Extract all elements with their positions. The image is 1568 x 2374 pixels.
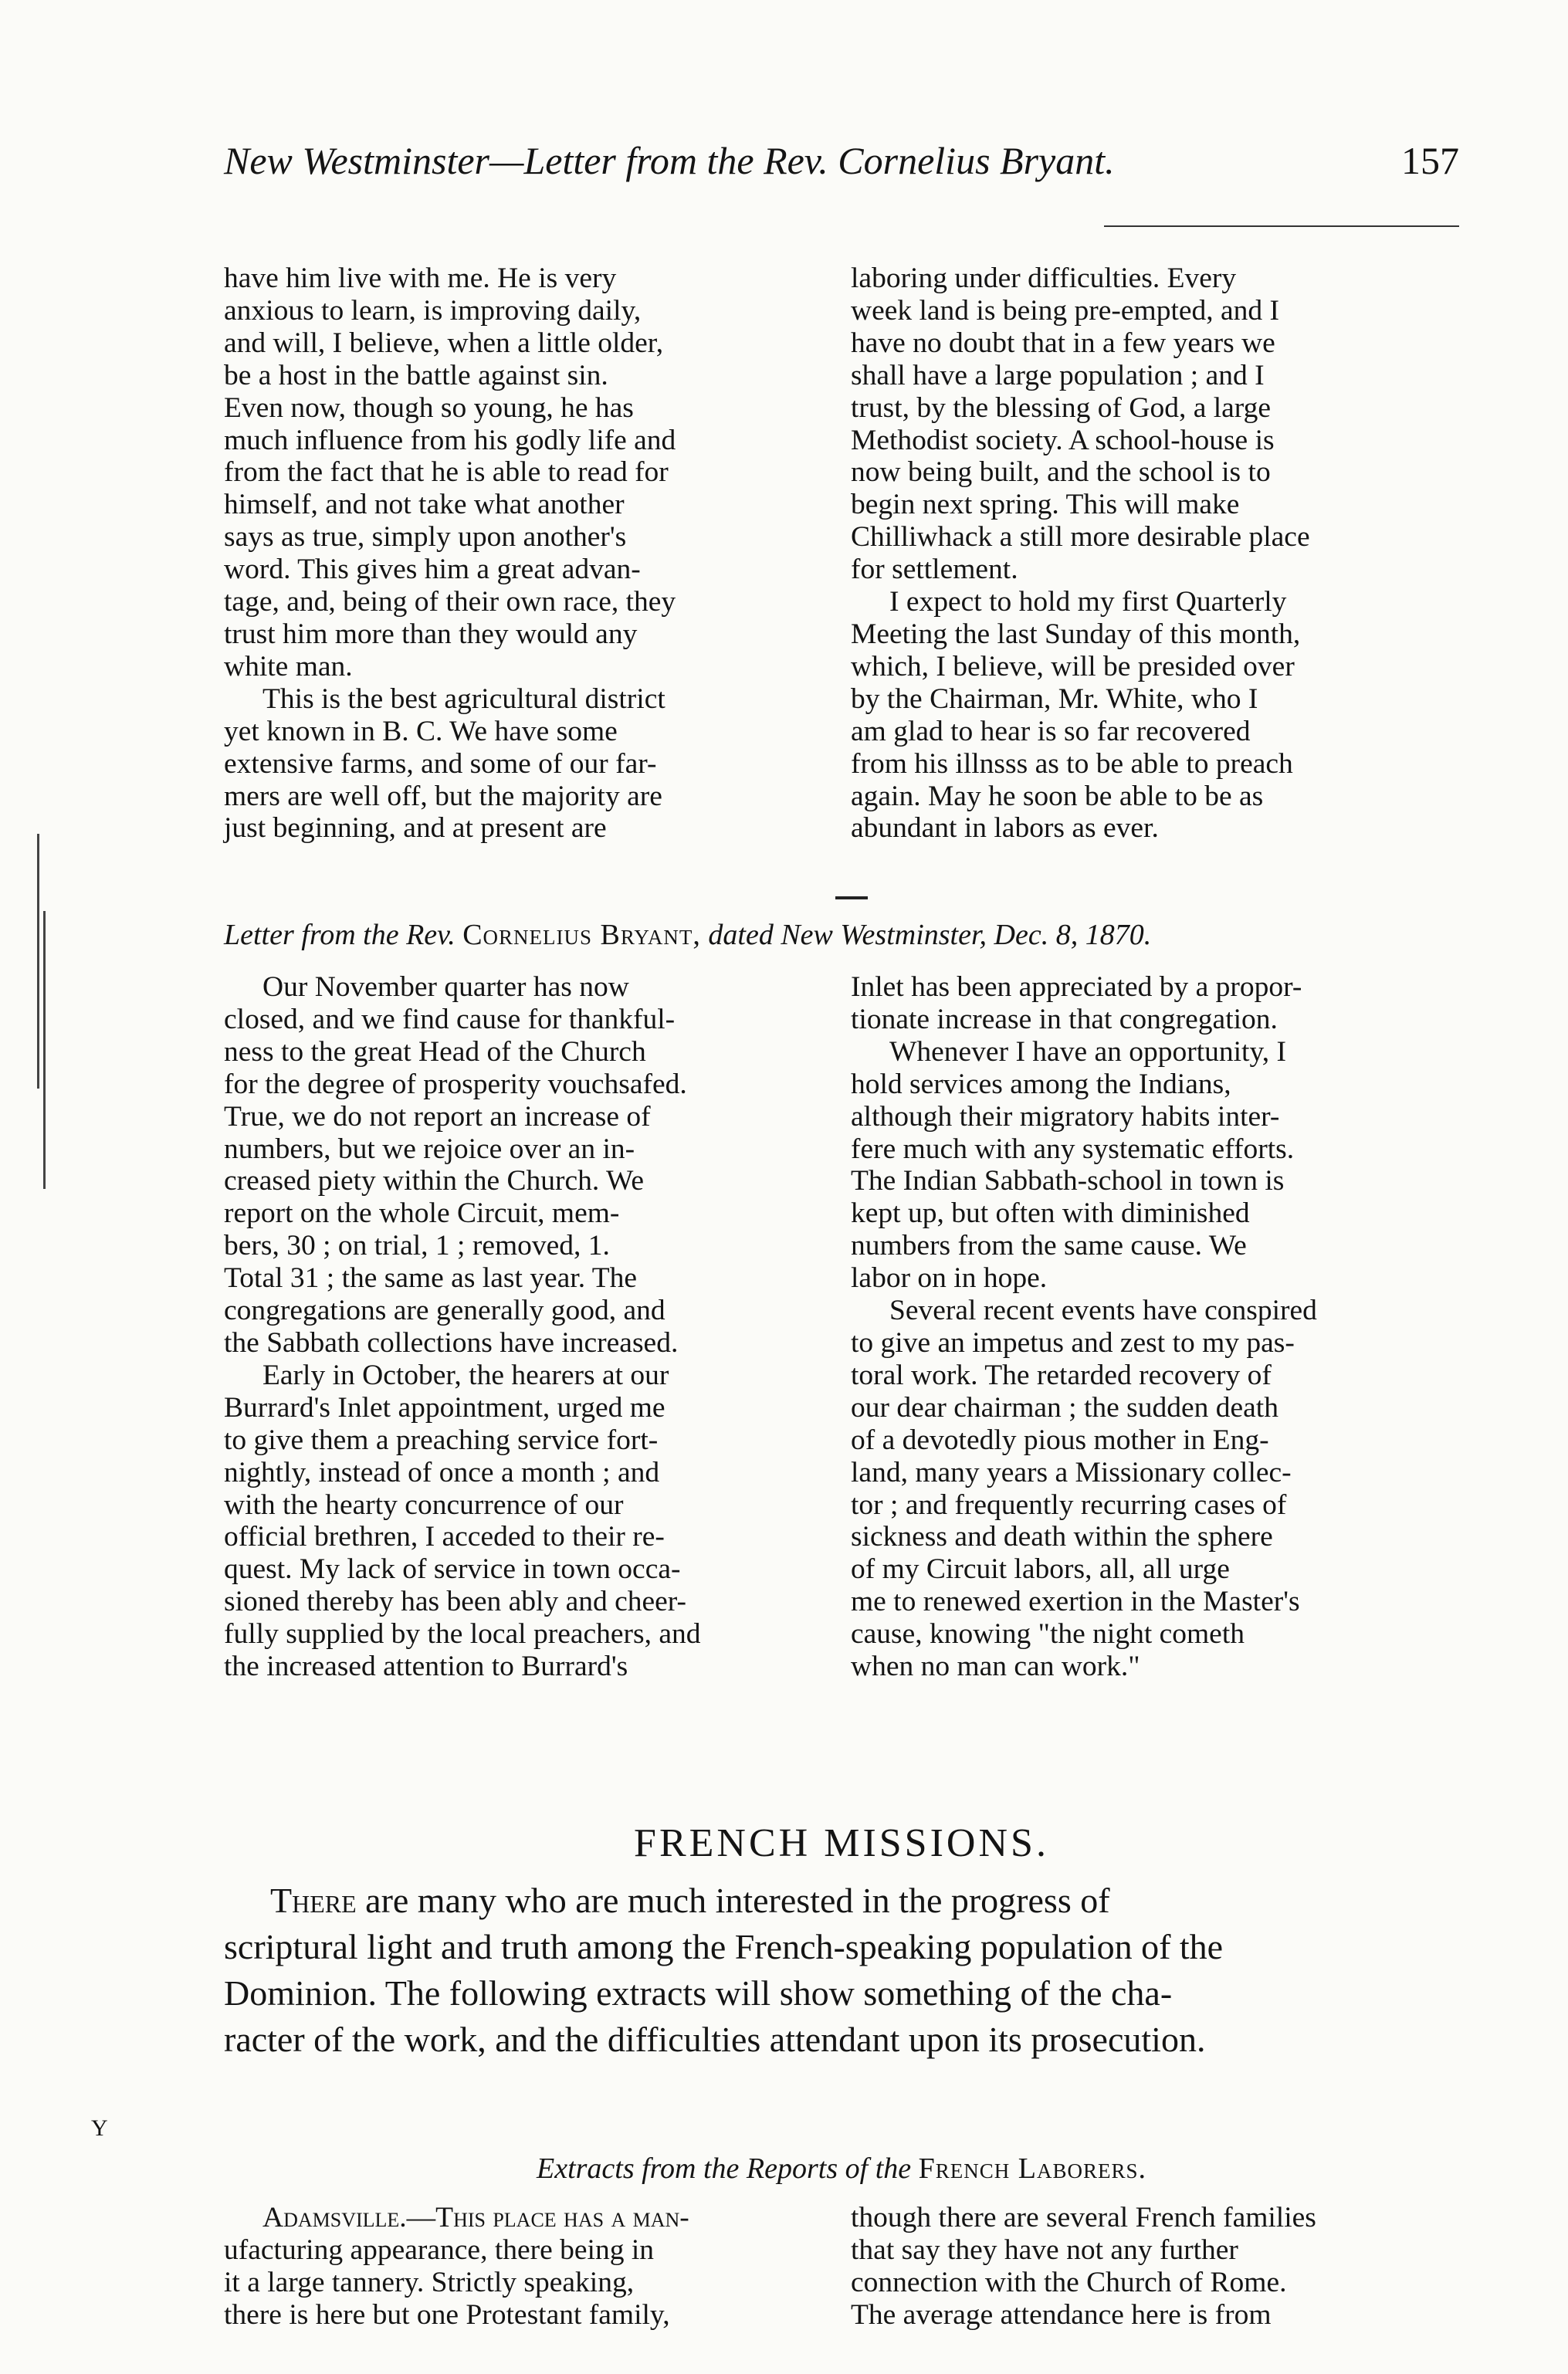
text-line: tage, and, being of their own race, they bbox=[224, 586, 676, 618]
letter-heading-name: Cornelius Bryant, bbox=[462, 919, 701, 951]
text-line: for the degree of prosperity vouchsafed. bbox=[224, 1068, 687, 1100]
text-line: much influence from his godly life and bbox=[224, 424, 676, 456]
header-rule bbox=[1104, 225, 1459, 227]
running-head-title: New Westminster—Letter from the Rev. Cornelius Bryant. bbox=[224, 139, 1115, 182]
text-line: numbers from the same cause. We bbox=[851, 1230, 1247, 1262]
text-line: True, we do not report an increase of bbox=[224, 1100, 651, 1133]
intro-line-1-rest: are many who are much interested in the progress of bbox=[356, 1881, 1110, 1920]
section-title: FRENCH MISSIONS. bbox=[634, 1821, 1049, 1865]
text-line: fully supplied by the local preachers, and bbox=[224, 1618, 701, 1651]
text-line: our dear chairman ; the sudden death bbox=[851, 1391, 1278, 1424]
text-line: week land is being pre-empted, and I bbox=[851, 294, 1280, 327]
text-line: Meeting the last Sunday of this month, bbox=[851, 618, 1301, 650]
text-line: shall have a large population ; and I bbox=[851, 359, 1265, 391]
letter-heading-suffix: dated New Westminster, Dec. 8, 1870. bbox=[708, 919, 1152, 951]
text-line: bers, 30 ; on trial, 1 ; removed, 1. bbox=[224, 1230, 610, 1262]
text-line: trust, by the blessing of God, a large bbox=[851, 391, 1272, 424]
top-right-column bbox=[851, 262, 1461, 845]
text-line: creased piety within the Church. We bbox=[224, 1165, 645, 1197]
text-line: Whenever I have an opportunity, I bbox=[889, 1035, 1287, 1068]
section-divider bbox=[835, 896, 868, 899]
text-line: and will, I believe, when a little older, bbox=[224, 327, 664, 359]
text-line: sickness and death within the sphere bbox=[851, 1521, 1273, 1553]
text-line: Our November quarter has now bbox=[262, 971, 629, 1003]
text-line: yet known in B. C. We have some bbox=[224, 715, 618, 747]
text-line: tor ; and frequently recurring cases of bbox=[851, 1488, 1287, 1521]
text-line: now being built, and the school is to bbox=[851, 456, 1271, 489]
text-line: official brethren, I acceded to their re- bbox=[224, 1521, 665, 1553]
extracts-heading-prefix: Extracts from the Reports of the bbox=[536, 2152, 912, 2185]
text-line: Adamsville.—This place has a man- bbox=[262, 2202, 689, 2233]
text-line: mers are well off, but the majority are bbox=[224, 780, 662, 812]
text-line: nightly, instead of once a month ; and bbox=[224, 1456, 660, 1488]
bottom-left-column bbox=[224, 2202, 826, 2332]
text-line: Chilliwhack a still more desirable place bbox=[851, 521, 1310, 554]
extracts-heading-name: French Laborers. bbox=[918, 2152, 1147, 2185]
text-line: toral work. The retarded recovery of bbox=[851, 1359, 1272, 1391]
text-line: kept up, but often with diminished bbox=[851, 1197, 1250, 1230]
intro-line: racter of the work, and the difficulties attendant upon its prosecution. bbox=[224, 2020, 1206, 2059]
text-line: word. This gives him a great advan- bbox=[224, 554, 641, 586]
text-line: says as true, simply upon another's bbox=[224, 521, 627, 554]
letter-left-column bbox=[224, 971, 826, 1683]
text-line: there is here but one Protestant family, bbox=[224, 2298, 670, 2331]
text-line: to give them a preaching service fort- bbox=[224, 1424, 659, 1456]
text-line: Total 31 ; the same as last year. The bbox=[224, 1262, 638, 1295]
text-line: closed, and we find cause for thankful- bbox=[224, 1003, 676, 1035]
text-line: have him live with me. He is very bbox=[224, 262, 617, 294]
text-line: have no doubt that in a few years we bbox=[851, 327, 1275, 359]
text-line: when no man can work." bbox=[851, 1651, 1140, 1683]
text-line: connection with the Church of Rome. bbox=[851, 2266, 1287, 2298]
text-line: Burrard's Inlet appointment, urged me bbox=[224, 1391, 665, 1424]
text-line: me to renewed exertion in the Master's bbox=[851, 1586, 1300, 1618]
text-line: Early in October, the hearers at our bbox=[262, 1359, 669, 1391]
intro-line: Dominion. The following extracts will show something of the cha- bbox=[224, 1973, 1173, 2013]
text-line: laboring under difficulties. Every bbox=[851, 262, 1237, 294]
text-line: extensive farms, and some of our far- bbox=[224, 747, 657, 780]
text-line: of my Circuit labors, all, all urge bbox=[851, 1553, 1230, 1586]
text-line: abundant in labors as ever. bbox=[851, 812, 1159, 845]
intro-line bbox=[224, 1878, 1459, 1924]
text-line: of a devotedly pious mother in Eng- bbox=[851, 1424, 1269, 1456]
text-line: report on the whole Circuit, mem- bbox=[224, 1197, 620, 1230]
text-line: anxious to learn, is improving daily, bbox=[224, 294, 642, 327]
running-head bbox=[224, 137, 1459, 184]
text-line: be a host in the battle against sin. bbox=[224, 359, 608, 391]
text-line: begin next spring. This will make bbox=[851, 489, 1240, 521]
text-line: hold services among the Indians, bbox=[851, 1068, 1231, 1100]
text-line: ness to the great Head of the Church bbox=[224, 1035, 646, 1068]
top-left-column bbox=[224, 262, 826, 845]
intro-first-word: There bbox=[270, 1881, 357, 1920]
intro-line: scriptural light and truth among the French-speaking population of the bbox=[224, 1927, 1224, 1966]
letter-heading-prefix: Letter from the Rev. bbox=[224, 919, 455, 951]
text-line: Several recent events have conspired bbox=[889, 1295, 1317, 1327]
margin-scan-mark bbox=[43, 911, 46, 1189]
text-line: fere much with any systematic efforts. bbox=[851, 1133, 1295, 1165]
text-line: though there are several French families bbox=[851, 2202, 1316, 2233]
margin-scan-mark bbox=[37, 834, 39, 1089]
text-line: congregations are generally good, and bbox=[224, 1295, 665, 1327]
stray-mark: Y bbox=[91, 2115, 108, 2141]
text-line: the Sabbath collections have increased. bbox=[224, 1326, 679, 1359]
text-line: with the hearty concurrence of our bbox=[224, 1488, 624, 1521]
text-line: to give an impetus and zest to my pas- bbox=[851, 1326, 1295, 1359]
text-line: again. May he soon be able to be as bbox=[851, 780, 1264, 812]
text-line: white man. bbox=[224, 650, 353, 682]
text-line: by the Chairman, Mr. White, who I bbox=[851, 682, 1258, 715]
text-line: This is the best agricultural district bbox=[262, 682, 665, 715]
text-line: trust him more than they would any bbox=[224, 618, 638, 650]
text-line: himself, and not take what another bbox=[224, 489, 625, 521]
text-line: although their migratory habits inter- bbox=[851, 1100, 1280, 1133]
text-line: tionate increase in that congregation. bbox=[851, 1003, 1278, 1035]
text-line: just beginning, and at present are bbox=[224, 812, 607, 845]
text-line: for settlement. bbox=[851, 554, 1018, 586]
text-line: that say they have not any further bbox=[851, 2233, 1238, 2266]
text-line: I expect to hold my first Quarterly bbox=[889, 586, 1287, 618]
intro-paragraph bbox=[224, 1878, 1459, 2063]
text-line: Inlet has been appreciated by a propor- bbox=[851, 971, 1302, 1003]
text-line: Even now, though so young, he has bbox=[224, 391, 634, 424]
text-line: ufacturing appearance, there being in bbox=[224, 2233, 655, 2266]
letter-heading bbox=[224, 917, 1459, 953]
text-line: cause, knowing "the night cometh bbox=[851, 1618, 1245, 1651]
bottom-right-column bbox=[851, 2202, 1461, 2332]
text-line: the increased attention to Burrard's bbox=[224, 1651, 628, 1683]
text-line: quest. My lack of service in town occa- bbox=[224, 1553, 681, 1586]
text-line: land, many years a Missionary collec- bbox=[851, 1456, 1292, 1488]
text-line: it a large tannery. Strictly speaking, bbox=[224, 2266, 635, 2298]
text-line: which, I believe, will be presided over bbox=[851, 650, 1295, 682]
page-number: 157 bbox=[1401, 139, 1459, 182]
text-line: sioned thereby has been ably and cheer- bbox=[224, 1586, 686, 1618]
letter-right-column bbox=[851, 971, 1461, 1683]
extracts-heading bbox=[224, 2151, 1459, 2186]
text-line: labor on in hope. bbox=[851, 1262, 1048, 1295]
text-line: The average attendance here is from bbox=[851, 2298, 1272, 2331]
text-line: The Indian Sabbath-school in town is bbox=[851, 1165, 1285, 1197]
text-line: Methodist society. A school-house is bbox=[851, 424, 1275, 456]
text-line: from the fact that he is able to read for bbox=[224, 456, 669, 489]
text-line: am glad to hear is so far recovered bbox=[851, 715, 1251, 747]
text-line: numbers, but we rejoice over an in- bbox=[224, 1133, 635, 1165]
text-line: from his illnsss as to be able to preach bbox=[851, 747, 1293, 780]
